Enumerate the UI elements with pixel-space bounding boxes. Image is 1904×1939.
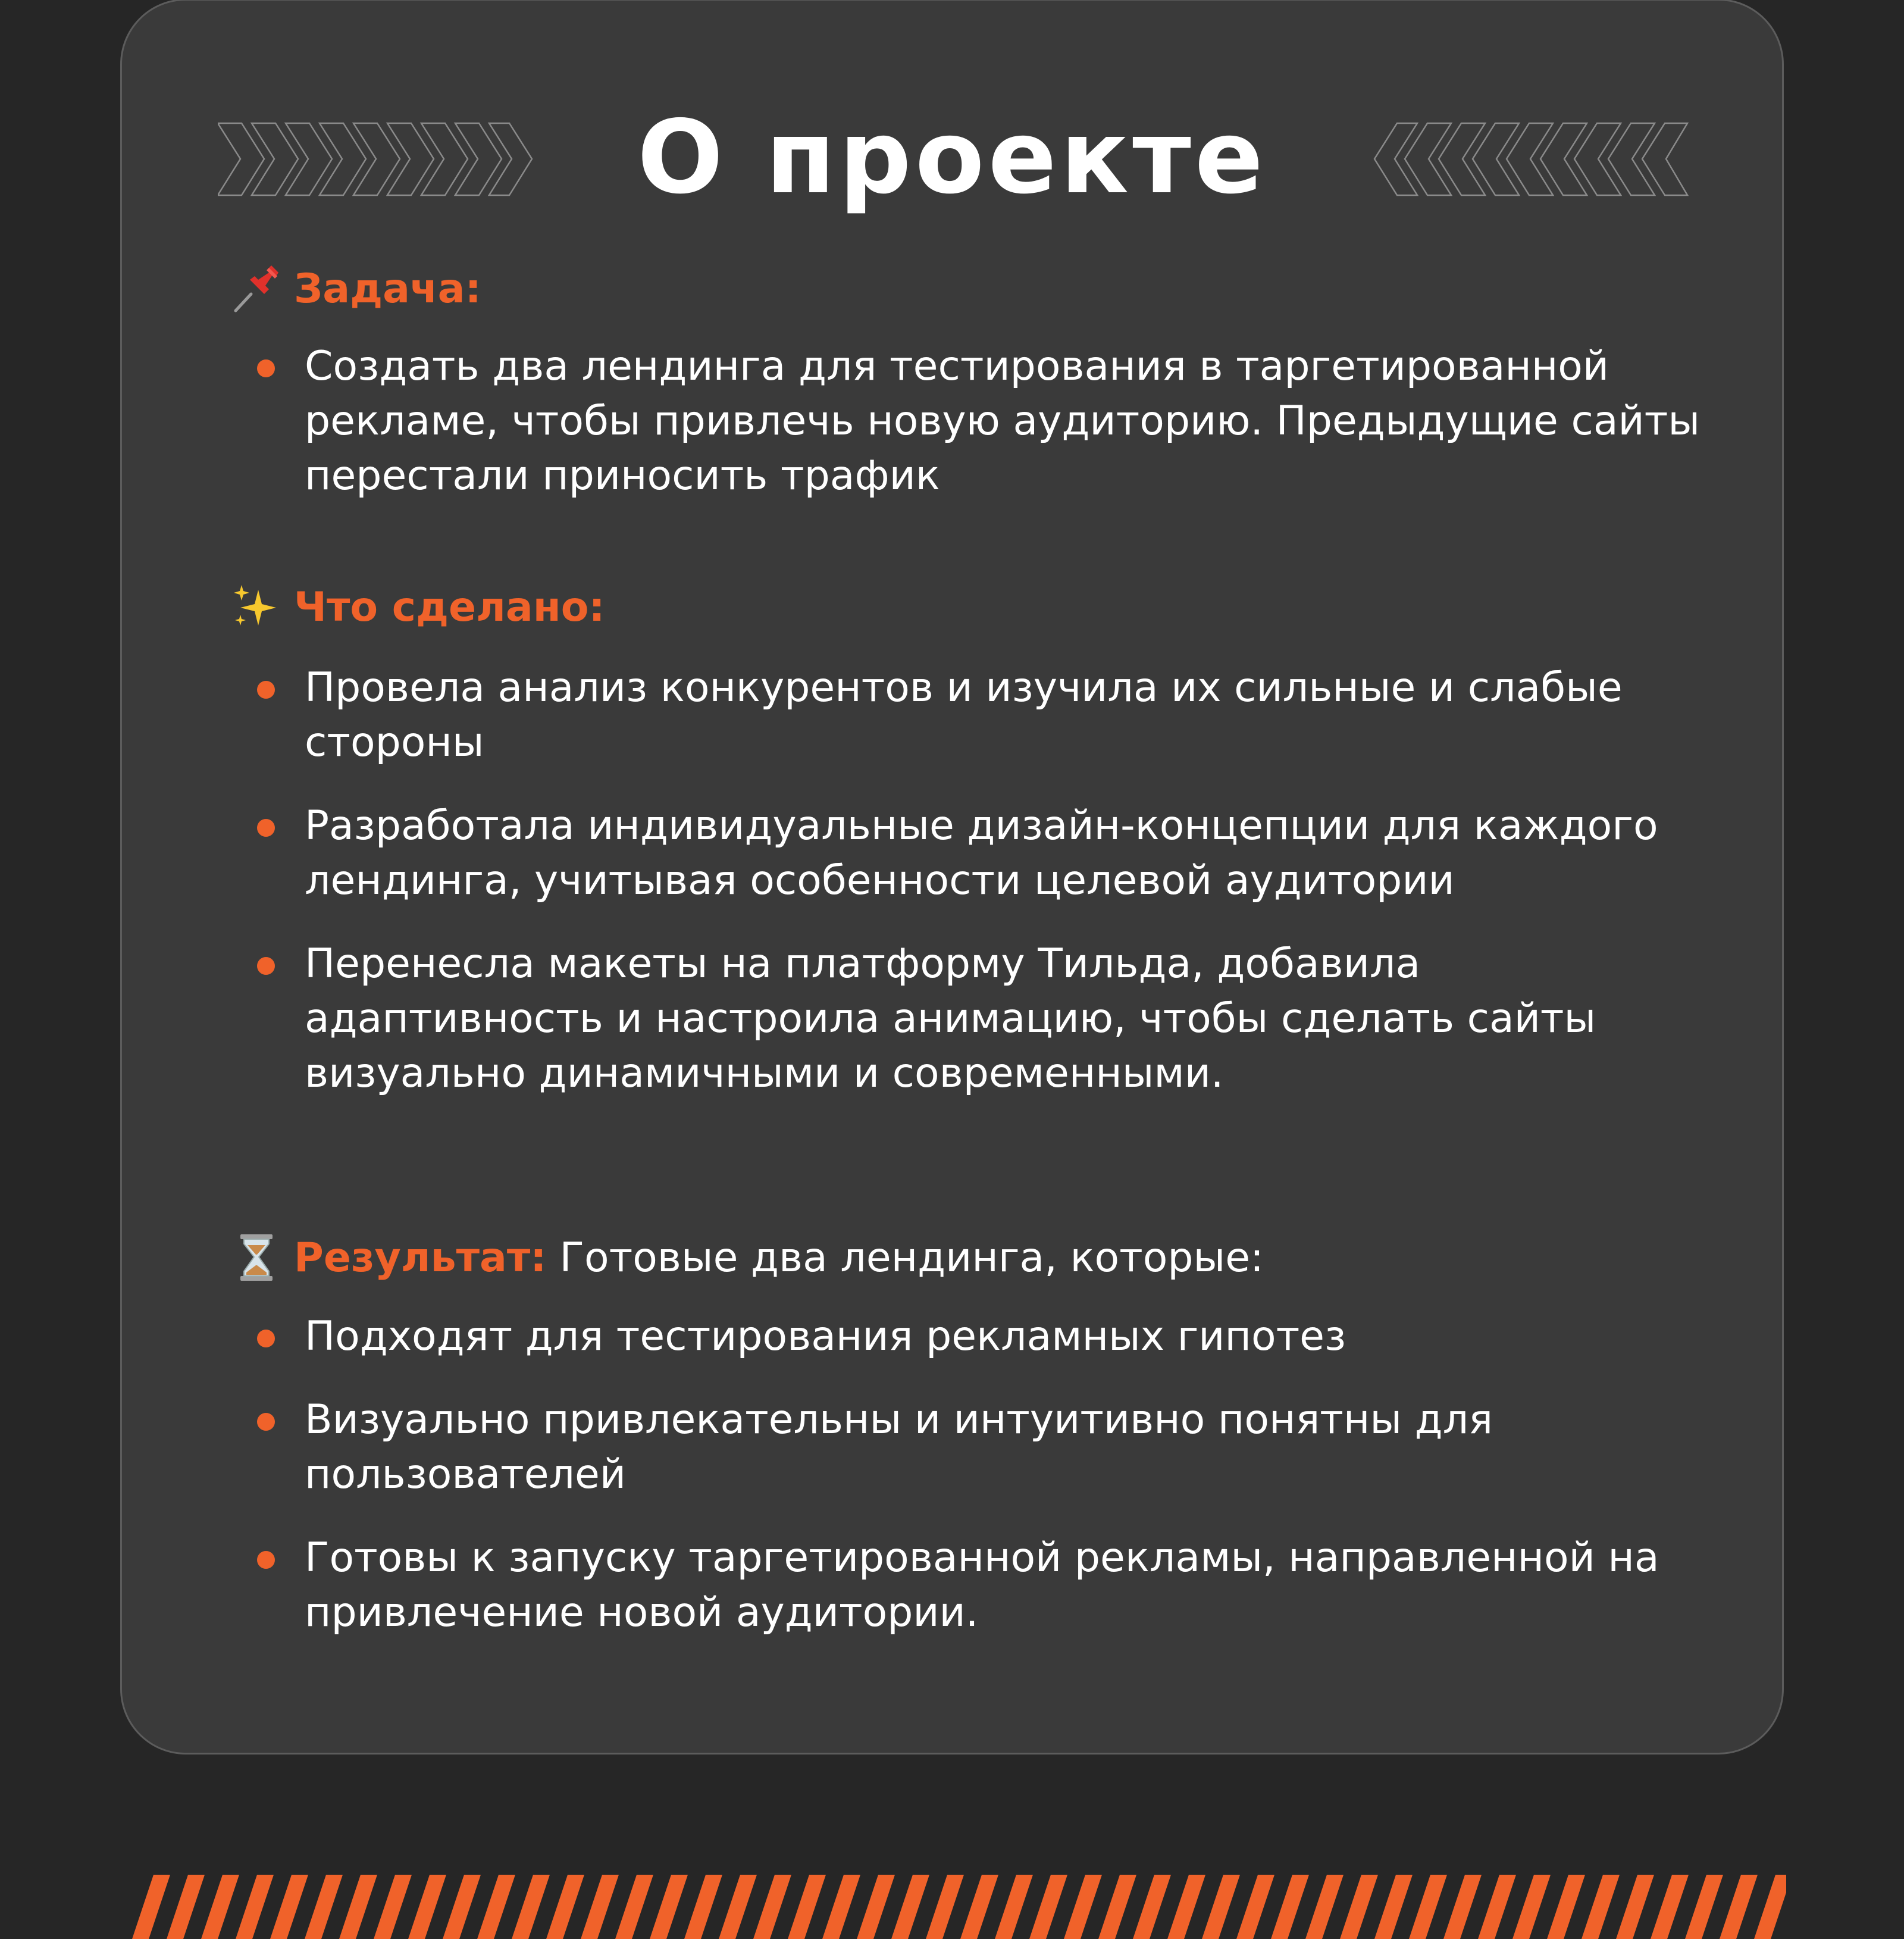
hazard-stripe (512, 1875, 550, 1939)
list-item (252, 937, 1721, 1101)
hazard-stripe (270, 1875, 308, 1939)
hazard-stripe (1478, 1875, 1516, 1939)
hazard-stripe (408, 1875, 446, 1939)
list-item-text: Перенесла макеты на платформу Тильда, добавила адаптивность и настроила анимацию, чтобы сделать сайты визуально динамичными и современными. (305, 940, 1596, 1097)
sparkles-icon (230, 580, 283, 634)
hazard-stripe (1582, 1875, 1620, 1939)
hazard-stripe (650, 1875, 688, 1939)
list-item (252, 1393, 1721, 1502)
bullet-icon (257, 957, 275, 975)
bullet-icon (257, 359, 275, 377)
chevrons-left-decoration-icon (1373, 122, 1689, 196)
hazard-stripe (1443, 1875, 1482, 1939)
list-item-text: Создать два лендинга для тестирования в таргетированной рекламе, чтобы привлечь новую аудиторию. Предыдущие сайты перестали приносить трафик (305, 343, 1701, 499)
list-item-text: Готовы к запуску таргетированной рекламы, направленной на привлечение новой аудитории. (305, 1534, 1659, 1636)
hazard-stripe (477, 1875, 515, 1939)
hazard-stripe (1754, 1875, 1786, 1939)
hazard-stripe (1167, 1875, 1205, 1939)
bullet-icon (257, 819, 275, 837)
hazard-stripe (960, 1875, 998, 1939)
hazard-stripe (926, 1875, 964, 1939)
bullet-icon (257, 1413, 275, 1431)
hazard-stripe (201, 1875, 239, 1939)
task-heading (230, 256, 481, 321)
hazard-stripe (719, 1875, 757, 1939)
hazard-stripe (1305, 1875, 1344, 1939)
hourglass-icon (230, 1231, 283, 1284)
result-list (252, 1309, 1721, 1669)
result-heading (230, 1225, 1264, 1290)
hazard-stripe (1409, 1875, 1447, 1939)
hazard-stripe (788, 1875, 826, 1939)
hazard-stripe (443, 1875, 481, 1939)
hazard-stripe (1547, 1875, 1585, 1939)
hazard-stripe (822, 1875, 860, 1939)
list-item (252, 799, 1721, 908)
hazard-stripe (684, 1875, 722, 1939)
hazard-stripe (305, 1875, 343, 1939)
bullet-icon (257, 1330, 275, 1347)
hazard-stripe (1064, 1875, 1102, 1939)
hazard-stripe (615, 1875, 653, 1939)
hazard-stripe (581, 1875, 619, 1939)
hazard-stripe (1616, 1875, 1654, 1939)
hazard-stripe (753, 1875, 791, 1939)
done-list (252, 661, 1721, 1130)
hazard-stripe (167, 1875, 205, 1939)
hazard-stripe (1133, 1875, 1171, 1939)
result-tail: Готовые два лендинга, которые: (559, 1234, 1264, 1281)
hazard-stripes-decoration (132, 1875, 1786, 1939)
result-label: Результат: (294, 1234, 547, 1281)
hazard-stripe (1029, 1875, 1067, 1939)
list-item (252, 339, 1721, 503)
hazard-stripe (1340, 1875, 1378, 1939)
hazard-stripe (1098, 1875, 1136, 1939)
pushpin-icon (230, 262, 283, 315)
hazard-stripe (1685, 1875, 1723, 1939)
list-item-text: Подходят для тестирования рекламных гипотез (305, 1313, 1346, 1360)
hazard-stripe (891, 1875, 929, 1939)
hazard-stripe (339, 1875, 377, 1939)
hazard-stripe (1236, 1875, 1274, 1939)
hazard-stripe (236, 1875, 274, 1939)
list-item-text: Разработала индивидуальные дизайн-концепции для каждого лендинга, учитывая особенности целевой аудитории (305, 802, 1658, 904)
hazard-stripe (857, 1875, 895, 1939)
list-item (252, 1309, 1721, 1364)
hazard-stripe (1271, 1875, 1309, 1939)
done-heading (230, 574, 605, 640)
list-item (252, 1531, 1721, 1640)
hazard-stripe (546, 1875, 584, 1939)
list-item (252, 661, 1721, 770)
hazard-stripe (132, 1875, 170, 1939)
list-item-text: Визуально привлекательны и интуитивно понятны для пользователей (305, 1396, 1493, 1498)
hazard-stripe (1651, 1875, 1689, 1939)
bullet-icon (257, 681, 275, 699)
bullet-icon (257, 1551, 275, 1569)
hazard-stripe (1720, 1875, 1758, 1939)
hazard-stripe (1512, 1875, 1551, 1939)
list-item-text: Провела анализ конкурентов и изучила их сильные и слабые стороны (305, 664, 1623, 766)
hazard-stripe (1202, 1875, 1240, 1939)
hazard-stripe (995, 1875, 1033, 1939)
task-label: Задача: (294, 265, 481, 312)
hazard-stripe (374, 1875, 412, 1939)
page-title: О проекте (637, 99, 1267, 217)
task-list (252, 339, 1721, 532)
done-label: Что сделано: (294, 583, 605, 631)
hazard-stripe (1374, 1875, 1413, 1939)
